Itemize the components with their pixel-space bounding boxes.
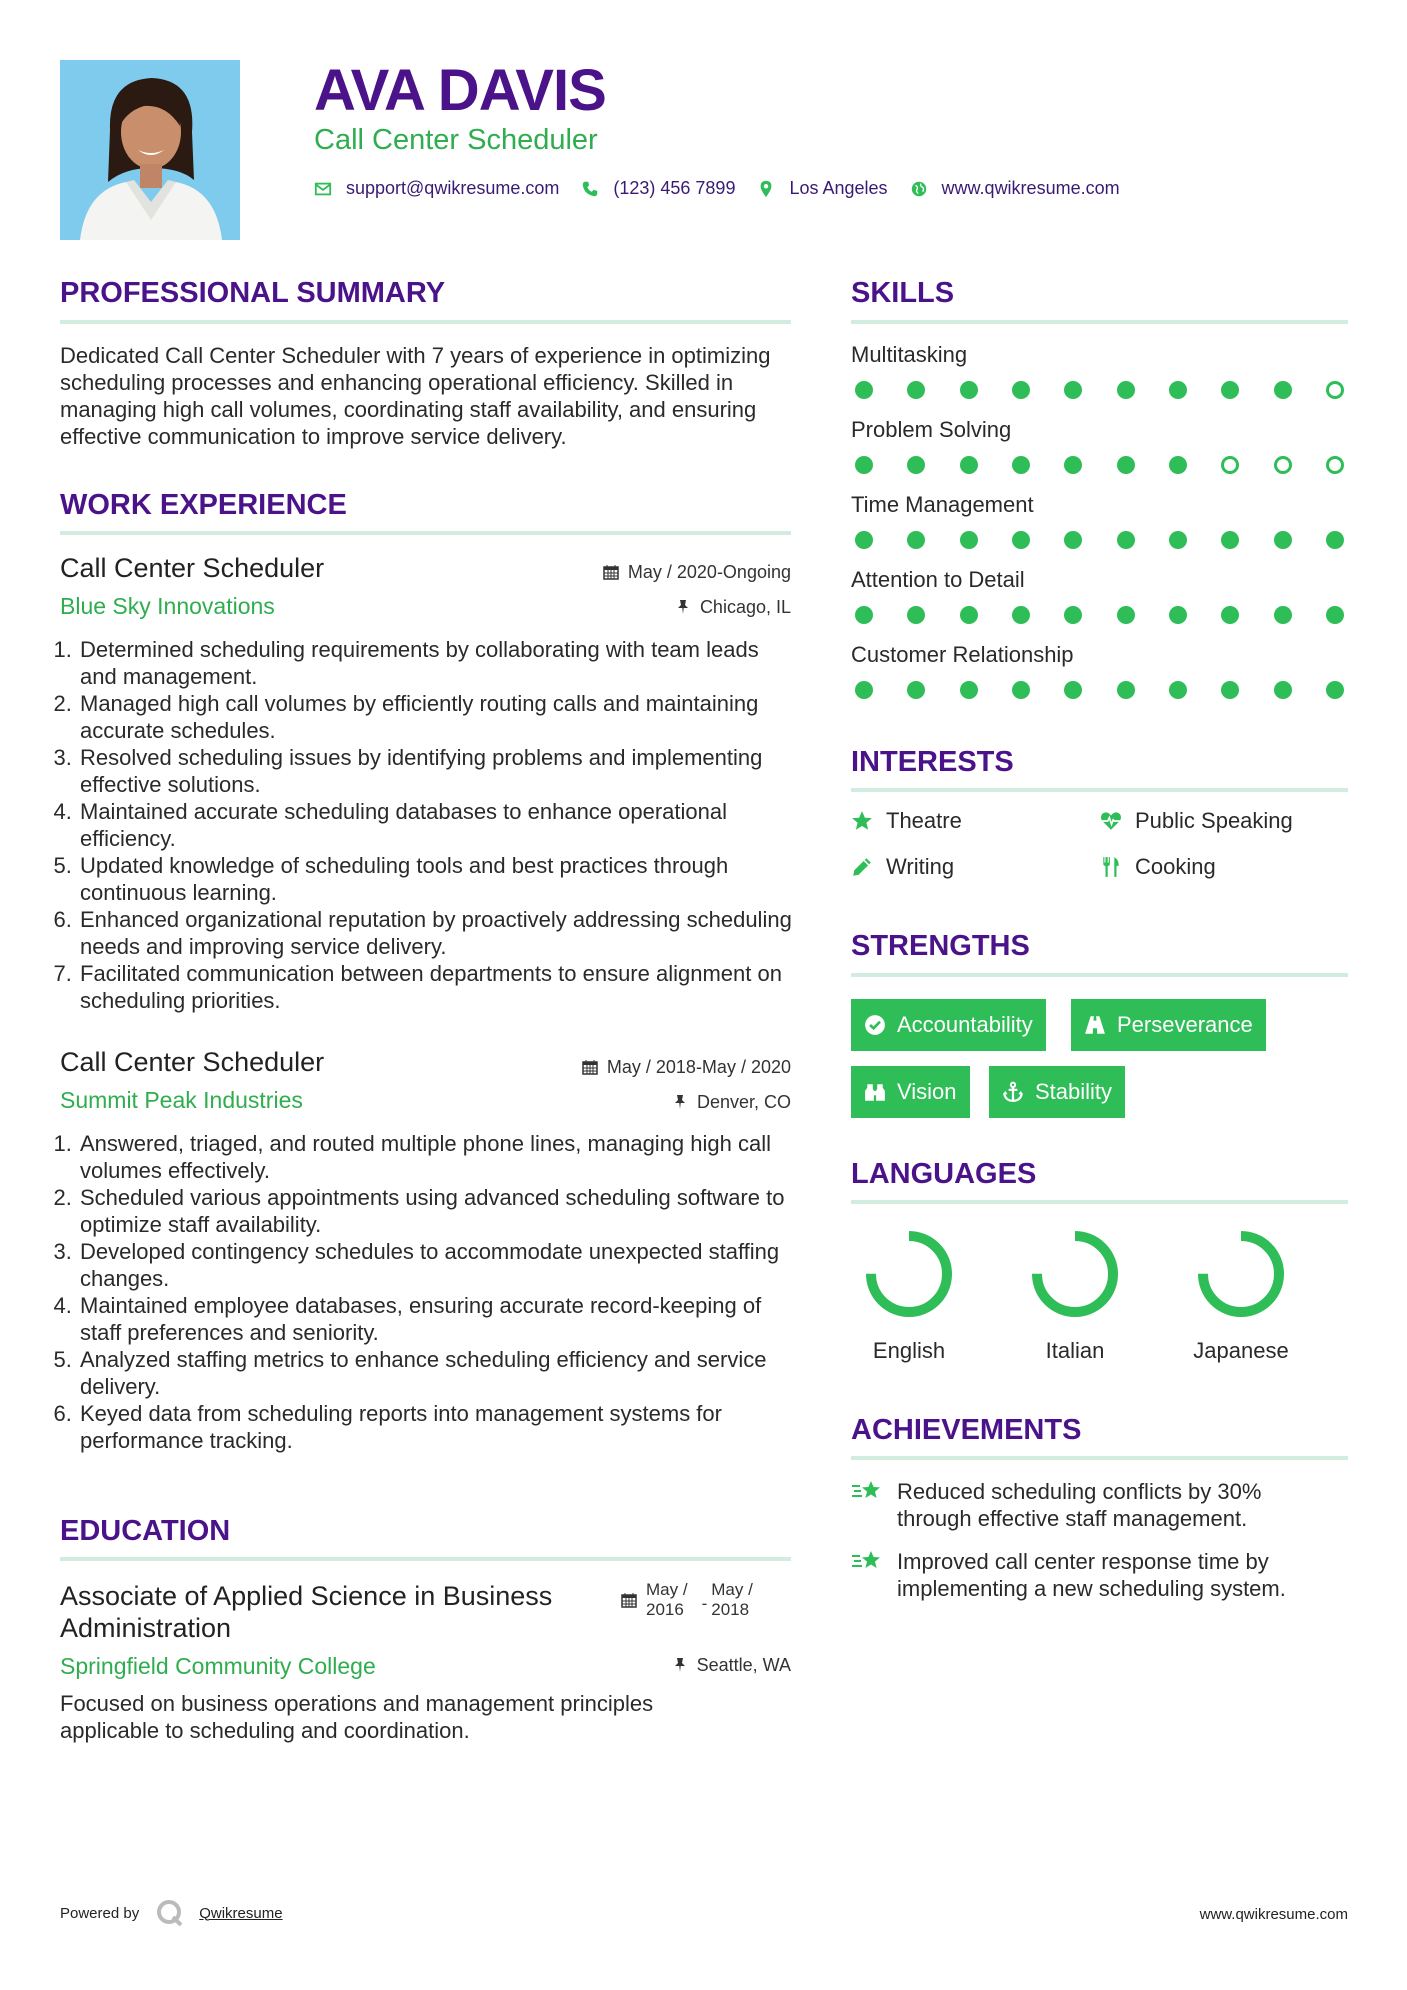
interests-rule: [851, 788, 1348, 792]
list-item: 4. Maintained employee databases, ensuring accurate record-keeping of staff preferences and seniority.: [78, 1292, 798, 1346]
skill-rating: [851, 679, 1348, 701]
skill-dot-filled: [1326, 531, 1344, 549]
skill-dot-filled: [1012, 531, 1030, 549]
skill-dot-filled: [1117, 531, 1135, 549]
skill-dot-filled: [960, 381, 978, 399]
calendar-icon: [621, 1592, 637, 1608]
job-2-location: [672, 1091, 791, 1113]
strength-label: Stability: [1035, 1079, 1113, 1104]
education-location-text: Seattle, WA: [696, 1655, 791, 1675]
skill-name: Customer Relationship: [851, 642, 1074, 667]
list-item: 4. Maintained accurate scheduling databases to enhance operational efficiency.: [78, 798, 798, 852]
powered-by-text: Powered by: [60, 1904, 140, 1922]
achievement-text: [897, 1478, 1261, 1532]
skills-rule: [851, 320, 1348, 324]
education-location: [672, 1654, 791, 1676]
calendar-icon: [582, 1059, 598, 1075]
list-item: 1. Answered, triaged, and routed multiple phone lines, managing high call volumes effectively.: [78, 1130, 798, 1184]
skill-dot-filled: [907, 381, 925, 399]
job-2-date-text: May / 2018-May / 2020: [606, 1057, 791, 1077]
profile-photo: [60, 60, 240, 240]
strengths-heading: STRENGTHS: [851, 930, 1030, 962]
job-2-location-text: Denver, CO: [696, 1092, 791, 1112]
summary-rule: [60, 320, 791, 324]
skill-dot-filled: [1117, 681, 1135, 699]
phone-icon: [581, 180, 599, 198]
brand-link[interactable]: Qwikresume: [199, 1904, 283, 1922]
skill-dot-filled: [1117, 456, 1135, 474]
list-item: 6. Enhanced organizational reputation by proactively addressing scheduling needs and improving service delivery.: [78, 906, 798, 960]
job-1-responsibilities: [60, 636, 798, 1014]
skill-dot-filled: [1169, 456, 1187, 474]
achievements-heading: ACHIEVEMENTS: [851, 1414, 1082, 1446]
language-name: English: [872, 1338, 946, 1363]
skill-dot-filled: [1221, 381, 1239, 399]
skill-name: Multitasking: [851, 342, 968, 367]
education-start-year: 2016: [646, 1600, 684, 1619]
skill-dot-empty: [1221, 456, 1239, 474]
strength-tag: [989, 1066, 1125, 1118]
education-date-dash: -: [701, 1594, 708, 1613]
pushpin-icon: [672, 1094, 688, 1110]
skill-dot-filled: [1221, 681, 1239, 699]
skill-dot-filled: [1012, 681, 1030, 699]
language-item: [1161, 1224, 1321, 1364]
list-item: 2. Managed high call volumes by efficiently routing calls and maintaining accurate schedules.: [78, 690, 798, 744]
language-item: [995, 1224, 1155, 1364]
achievement-text: [897, 1548, 1286, 1602]
star-icon: [851, 810, 873, 832]
skill-dot-filled: [960, 456, 978, 474]
strength-tag: [851, 999, 1046, 1051]
achievement-line: implementing a new scheduling system.: [897, 1576, 1286, 1601]
interest-item: [1100, 854, 1216, 880]
strength-tag: [851, 1066, 970, 1118]
job-1-date: [603, 561, 791, 583]
road-icon: [1084, 1014, 1106, 1036]
contact-phone[interactable]: [581, 178, 735, 199]
skill-dot-filled: [1274, 381, 1292, 399]
skill-rating: [851, 379, 1348, 401]
footer-powered-by: [60, 1898, 283, 1928]
skill-dot-filled: [1064, 681, 1082, 699]
interest-label: Public Speaking: [1135, 808, 1293, 833]
job-1-title: Call Center Scheduler: [60, 553, 325, 583]
skill-dot-filled: [1326, 681, 1344, 699]
skill-dot-filled: [1169, 381, 1187, 399]
skill-dot-filled: [960, 606, 978, 624]
job-1-date-text: May / 2020-Ongoing: [627, 562, 791, 582]
language-item: [829, 1224, 989, 1364]
skill-dot-filled: [1326, 606, 1344, 624]
envelope-icon: [314, 180, 332, 198]
language-progress-ring: [1025, 1224, 1125, 1324]
skill-dot-filled: [907, 456, 925, 474]
skill-name: Problem Solving: [851, 417, 1012, 442]
job-2-date: [582, 1056, 791, 1078]
candidate-name: AVA DAVIS: [314, 58, 606, 123]
skill-dot-filled: [960, 681, 978, 699]
skill-dot-filled: [1012, 381, 1030, 399]
list-item: 3. Resolved scheduling issues by identifying problems and implementing effective solutions.: [78, 744, 798, 798]
skill-dot-filled: [855, 606, 873, 624]
skill-dot-filled: [1169, 531, 1187, 549]
degree-line-1: Associate of Applied Science in Business: [60, 1581, 553, 1611]
achievement-line: Reduced scheduling conflicts by 30%: [897, 1479, 1262, 1504]
skill-dot-filled: [1064, 531, 1082, 549]
skill-dot-empty: [1326, 381, 1344, 399]
phone-text: (123) 456 7899: [613, 178, 736, 198]
heartbeat-icon: [1100, 810, 1122, 832]
list-item: 1. Determined scheduling requirements by collaborating with team leads and management.: [78, 636, 798, 690]
job-1-company: Blue Sky Innovations: [60, 593, 275, 619]
candidate-job-title: Call Center Scheduler: [314, 124, 598, 156]
qwikresume-logo-icon: [155, 1898, 185, 1928]
list-item: 3. Developed contingency schedules to accommodate unexpected staffing changes.: [78, 1238, 798, 1292]
shooting-star-icon: [851, 1478, 883, 1506]
experience-heading: WORK EXPERIENCE: [60, 489, 347, 521]
interest-item: [851, 808, 962, 834]
education-start-month: May /: [646, 1580, 688, 1599]
skill-dot-filled: [907, 531, 925, 549]
pencil-icon: [851, 856, 873, 878]
anchor-icon: [1002, 1081, 1024, 1103]
education-start: [646, 1580, 688, 1620]
list-item: 5. Updated knowledge of scheduling tools and best practices through continuous learning.: [78, 852, 798, 906]
strength-label: Accountability: [897, 1012, 1033, 1037]
skill-dot-filled: [1169, 606, 1187, 624]
degree-title: [60, 1580, 552, 1644]
job-2-responsibilities: [60, 1130, 798, 1454]
interest-label: Writing: [886, 854, 955, 879]
education-heading: EDUCATION: [60, 1515, 231, 1547]
skill-rating: [851, 604, 1348, 626]
skill-dot-filled: [1117, 381, 1135, 399]
cutlery-icon: [1100, 856, 1122, 878]
skill-dot-filled: [1064, 456, 1082, 474]
portrait-image: [60, 60, 240, 240]
skill-dot-filled: [1064, 606, 1082, 624]
skill-dot-filled: [1274, 606, 1292, 624]
interest-label: Cooking: [1135, 854, 1216, 879]
language-progress-ring: [859, 1224, 959, 1324]
skill-dot-empty: [1274, 456, 1292, 474]
education-end-month: May /: [711, 1580, 753, 1599]
pushpin-icon: [675, 599, 691, 615]
skill-rating: [851, 454, 1348, 476]
job-2-title: Call Center Scheduler: [60, 1047, 325, 1077]
skill-dot-filled: [960, 531, 978, 549]
achievements-rule: [851, 1456, 1348, 1460]
skill-rating: [851, 529, 1348, 551]
location-text: Los Angeles: [789, 178, 888, 198]
list-item: 2. Scheduled various appointments using advanced scheduling software to optimize staff availability.: [78, 1184, 798, 1238]
summary-heading: PROFESSIONAL SUMMARY: [60, 277, 446, 309]
skill-dot-filled: [855, 456, 873, 474]
experience-rule: [60, 531, 791, 535]
strength-label: Vision: [897, 1079, 957, 1104]
contact-location: [757, 178, 887, 199]
education-end: [711, 1580, 753, 1620]
job-2-company: Summit Peak Industries: [60, 1087, 303, 1113]
strengths-rule: [851, 973, 1348, 977]
interest-label: Theatre: [886, 808, 962, 833]
education-rule: [60, 1557, 791, 1561]
languages-rule: [851, 1200, 1348, 1204]
pushpin-icon: [672, 1657, 688, 1673]
strength-label: Perseverance: [1117, 1012, 1253, 1037]
skill-dot-filled: [907, 606, 925, 624]
skill-name: Time Management: [851, 492, 1034, 517]
languages-heading: LANGUAGES: [851, 1158, 1037, 1190]
skill-dot-filled: [1221, 531, 1239, 549]
skill-dot-filled: [1117, 606, 1135, 624]
skills-heading: SKILLS: [851, 277, 955, 309]
map-marker-icon: [757, 180, 775, 198]
footer-website[interactable]: www.qwikresume.com: [1199, 1906, 1348, 1923]
contact-bar: [314, 178, 1142, 199]
achievement-item: [851, 1478, 1261, 1532]
skill-dot-filled: [907, 681, 925, 699]
shooting-star-icon: [851, 1548, 883, 1576]
school-name: Springfield Community College: [60, 1653, 376, 1679]
contact-website[interactable]: [910, 178, 1120, 199]
education-date: [621, 1580, 753, 1620]
list-item: 6. Keyed data from scheduling reports into management systems for performance tracking.: [78, 1400, 798, 1454]
skill-name: Attention to Detail: [851, 567, 1025, 592]
language-name: Japanese: [1193, 1338, 1289, 1363]
interest-item: [851, 854, 954, 880]
interest-item: [1100, 808, 1293, 834]
calendar-icon: [603, 564, 619, 580]
education-description: Focused on business operations and management principles applicable to scheduling and coordination.: [60, 1691, 654, 1743]
skill-dot-filled: [855, 681, 873, 699]
list-item: 7. Facilitated communication between departments to ensure alignment on scheduling priorities.: [78, 960, 798, 1014]
degree-line-2: Administration: [60, 1613, 232, 1643]
achievement-line: through effective staff management.: [897, 1506, 1248, 1531]
achievement-item: [851, 1548, 1286, 1602]
skill-dot-filled: [1274, 531, 1292, 549]
globe-icon: [910, 180, 928, 198]
skill-dot-filled: [1221, 606, 1239, 624]
website-text: www.qwikresume.com: [941, 178, 1120, 198]
skill-dot-filled: [855, 381, 873, 399]
strength-tag: [1071, 999, 1266, 1051]
skill-dot-filled: [1012, 456, 1030, 474]
interests-heading: INTERESTS: [851, 746, 1014, 778]
check-circle-icon: [864, 1014, 886, 1036]
job-1-location: [675, 596, 791, 618]
contact-email[interactable]: [314, 178, 559, 199]
skill-dot-filled: [1274, 681, 1292, 699]
summary-text: Dedicated Call Center Scheduler with 7 years of experience in optimizing scheduling processes and enhancing operational efficiency. Skilled in managing high call volumes, coordinating staff availability, and ensuring effective communication to improve service delivery.: [60, 343, 771, 449]
binoculars-icon: [864, 1081, 886, 1103]
skill-dot-filled: [1012, 606, 1030, 624]
achievement-line: Improved call center response time by: [897, 1549, 1269, 1574]
email-text: support@qwikresume.com: [346, 178, 560, 198]
skill-dot-empty: [1326, 456, 1344, 474]
language-name: Italian: [1045, 1338, 1105, 1363]
language-progress-ring: [1191, 1224, 1291, 1324]
education-end-year: 2018: [711, 1600, 750, 1619]
skill-dot-filled: [855, 531, 873, 549]
list-item: 5. Analyzed staffing metrics to enhance scheduling efficiency and service delivery.: [78, 1346, 798, 1400]
skill-dot-filled: [1064, 381, 1082, 399]
skill-dot-filled: [1169, 681, 1187, 699]
job-1-location-text: Chicago, IL: [699, 597, 791, 617]
